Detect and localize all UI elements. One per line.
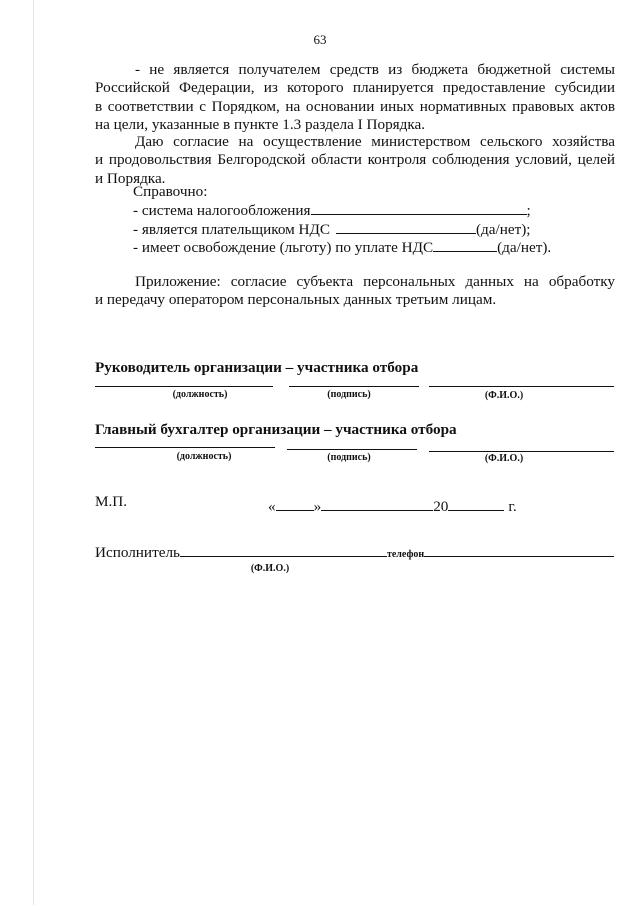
vat-exempt-blank bbox=[433, 238, 497, 252]
date-year-prefix: 20 bbox=[433, 498, 449, 515]
paragraph-attachment bbox=[95, 273, 615, 310]
reference-title: Справочно: bbox=[133, 183, 208, 200]
page-number: 63 bbox=[313, 32, 327, 47]
stamp-mark: М.П. bbox=[95, 493, 128, 510]
paragraph-not-recipient bbox=[95, 61, 615, 134]
scan-edge-line bbox=[33, 0, 34, 905]
executor-phone-blank bbox=[424, 543, 614, 557]
executor-name-blank bbox=[180, 543, 387, 557]
date-quote-close: » bbox=[313, 498, 322, 515]
accountant-position-line bbox=[95, 447, 275, 448]
head-position-caption: (должность) bbox=[172, 389, 228, 400]
executor-line bbox=[95, 543, 614, 562]
date-year-suffix: г. bbox=[508, 498, 517, 515]
head-signature-line bbox=[289, 386, 419, 387]
vat-payer-label: - является плательщиком НДС bbox=[133, 221, 330, 238]
accountant-name-caption: (Ф.И.О.) bbox=[484, 453, 524, 464]
tax-system-line bbox=[133, 201, 531, 220]
accountant-signature-line bbox=[287, 449, 417, 450]
vat-payer-line bbox=[133, 220, 531, 239]
vat-exempt-label: - имеет освобождение (льготу) по уплате НДС bbox=[133, 239, 434, 256]
executor-label: Исполнитель bbox=[95, 544, 180, 561]
paragraph-line: и передачу оператором персональных данных третьим лицам. bbox=[95, 291, 497, 309]
vat-exempt-end: (да/нет). bbox=[497, 239, 552, 256]
vat-payer-end: (да/нет); bbox=[476, 221, 531, 238]
paragraph-line: Приложение: согласие субъекта персональных данных на обработку bbox=[135, 273, 615, 290]
accountant-signature-caption: (подпись) bbox=[327, 452, 371, 463]
paragraph-line: в соответствии с Порядком, на основании иных нормативных правовых актов bbox=[95, 97, 615, 115]
executor-phone-label: телефон bbox=[386, 549, 425, 560]
date-quote-open: « bbox=[268, 498, 276, 515]
accountant-position-caption: (должность) bbox=[176, 451, 232, 462]
accountant-title: Главный бухгалтер организации – участника отбора bbox=[95, 421, 457, 438]
paragraph-line: на цели, указанные в пункте 1.3 раздела I Порядка. bbox=[95, 115, 426, 133]
paragraph-consent bbox=[95, 133, 615, 188]
executor-name-caption: (Ф.И.О.) bbox=[250, 563, 290, 574]
head-title: Руководитель организации – участника отбора bbox=[95, 359, 419, 376]
date-day-blank bbox=[276, 497, 314, 511]
tax-system-label: - система налогообложения bbox=[133, 202, 311, 219]
paragraph-line: Российской Федерации, из которого планируется предоставление субсидии bbox=[95, 79, 615, 97]
head-position-line bbox=[95, 386, 273, 387]
vat-exempt-line bbox=[133, 238, 551, 257]
paragraph-line: Даю согласие на осуществление министерством сельского хозяйства bbox=[135, 133, 615, 150]
head-name-caption: (Ф.И.О.) bbox=[484, 390, 524, 401]
vat-payer-blank bbox=[336, 220, 476, 234]
tax-system-blank bbox=[311, 201, 527, 215]
date-line bbox=[268, 497, 517, 516]
date-year-blank bbox=[448, 497, 504, 511]
head-name-line bbox=[429, 386, 614, 387]
tax-system-end: ; bbox=[526, 202, 531, 219]
paragraph-line: и Порядка. bbox=[95, 169, 166, 187]
paragraph-line: - не является получателем средств из бюджета бюджетной системы bbox=[135, 61, 615, 78]
accountant-name-line bbox=[429, 451, 614, 452]
date-month-blank bbox=[321, 497, 433, 511]
head-signature-caption: (подпись) bbox=[327, 389, 371, 400]
paragraph-line: и продовольствия Белгородской области контроля соблюдения условий, целей bbox=[95, 151, 615, 169]
